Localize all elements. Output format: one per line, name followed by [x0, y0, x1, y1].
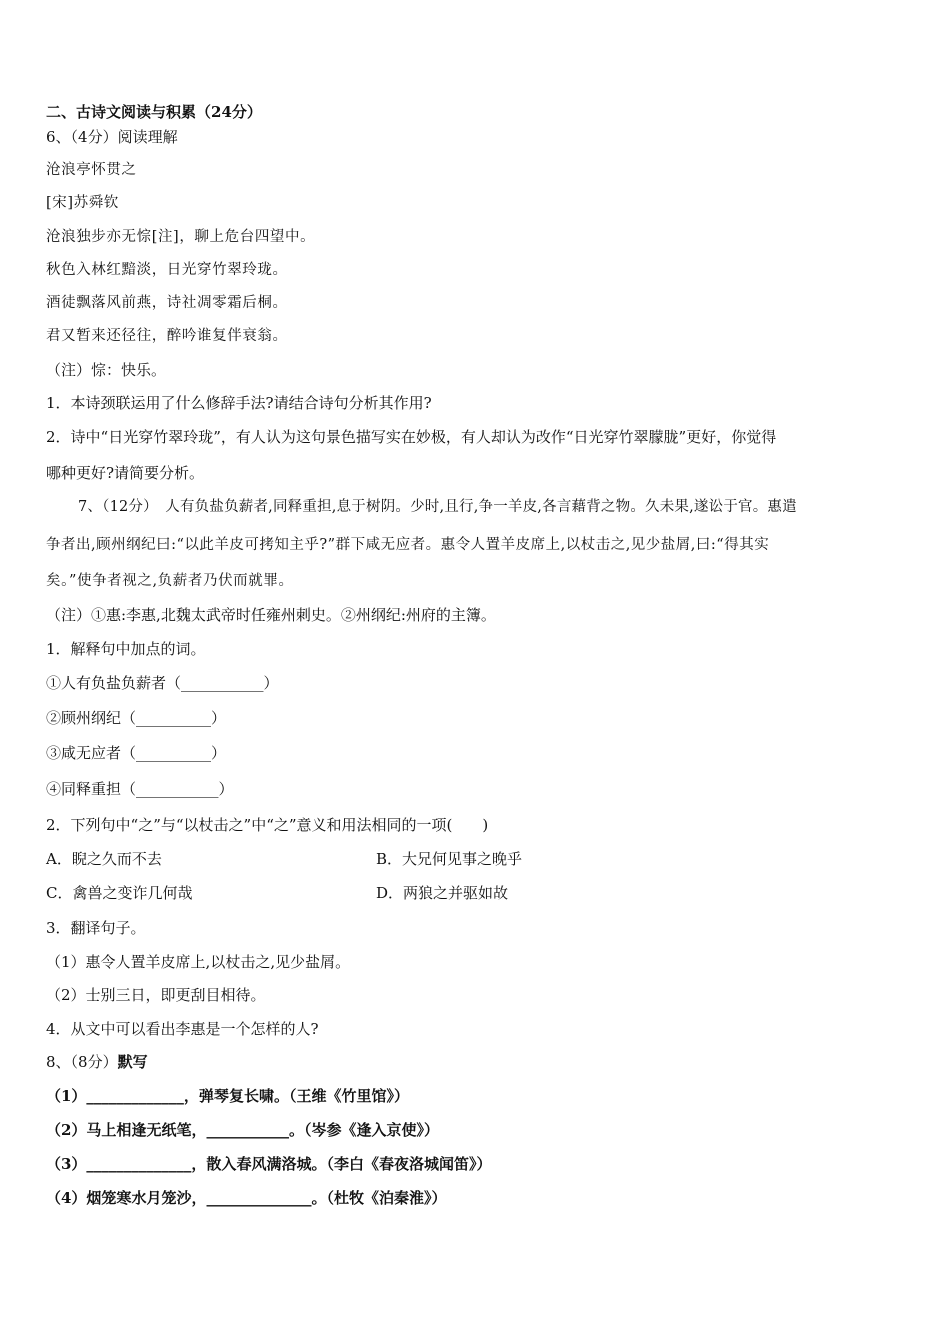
q7-note: （注）①惠:李惠,北魏太武帝时任雍州刺史。②州纲纪:州府的主簿。: [46, 606, 496, 624]
q7-sub-3: 3．翻译句子。: [46, 919, 146, 937]
q8-item: （1）_____________，弹琴复长啸。（王维《竹里馆》）: [46, 1087, 409, 1105]
option-c: C．禽兽之变诈几何哉: [46, 884, 193, 902]
q7-blank-item: ①人有负盐负薪者（___________）: [46, 674, 279, 692]
q7-passage-line: 争者出,顾州纲纪曰:“以此羊皮可拷知主乎?”群下咸无应者。惠令人置羊皮席上,以杖击之,见少盐屑,曰:“得其实: [46, 537, 770, 553]
q6-question-1: 1．本诗颈联运用了什么修辞手法?请结合诗句分析其作用?: [46, 394, 432, 412]
poem-title: 沧浪亭怀贯之: [46, 162, 137, 178]
section-title: 二、古诗文阅读与积累（24分）: [46, 103, 262, 121]
q7-sub-4: 4．从文中可以看出李惠是一个怎样的人?: [46, 1020, 319, 1038]
poem-line: 秋色入林红黯淡，日光穿竹翠玲珑。: [46, 262, 288, 278]
q8-item: （4）烟笼寒水月笼沙，______________。（杜牧《泊秦淮》）: [46, 1189, 447, 1207]
poem-author: [宋]苏舜钦: [46, 195, 119, 211]
option-b: B．大兄何见事之晚乎: [376, 850, 523, 868]
q7-sub-2: 2．下列句中“之”与“以杖击之”中“之”意义和用法相同的一项( ): [46, 816, 489, 834]
poem-line: 酒徒飘落风前燕，诗社凋零霜后桐。: [46, 295, 288, 311]
poem-line: 君又暂来还径往，醉吟谁复伴衰翁。: [46, 328, 288, 344]
poem-note: （注）悰：快乐。: [46, 361, 167, 379]
q7-blank-item: ②顾州纲纪（__________）: [46, 709, 227, 727]
q8-item: （3）______________，散入春风满洛城。（李白《春夜洛城闻笛》）: [46, 1155, 492, 1173]
q7-blank-item: ③咸无应者（__________）: [46, 744, 227, 762]
q8-header-prefix: 8、（8分）: [46, 1053, 118, 1071]
translate-1: （1）惠令人置羊皮席上,以杖击之,见少盐屑。: [46, 953, 351, 971]
q8-item: （2）马上相逢无纸笔，___________。（岑参《逢入京使》）: [46, 1121, 439, 1139]
q8-header-title: 默写: [117, 1053, 148, 1071]
q6-header: 6、（4分）阅读理解: [46, 128, 178, 146]
q7-blank-item: ④同释重担（___________）: [46, 780, 234, 798]
q7-passage-line: 矣。”使争者视之,负薪者乃伏而就罪。: [46, 573, 294, 589]
q7-sub-1: 1．解释句中加点的词。: [46, 640, 206, 658]
option-a: A．睨之久而不去: [46, 850, 162, 868]
q7-passage-line: 7、（12分） 人有负盐负薪者,同释重担,息于树阴。少时,且行,争一羊皮,各言藉背之物。久未果,遂讼于官。惠遣: [78, 499, 797, 515]
poem-line: 沧浪独步亦无悰[注]，聊上危台四望中。: [46, 229, 316, 245]
q8-header: [46, 1052, 148, 1072]
translate-2: （2）士别三日，即更刮目相待。: [46, 986, 266, 1004]
option-d: D．两狼之并驱如故: [376, 884, 509, 902]
q6-question-2: 2．诗中“日光穿竹翠玲珑”，有人认为这句景色描写实在妙极，有人却认为改作“日光穿竹翠朦胧”更好，你觉得: [46, 428, 777, 446]
q6-question-2-cont: 哪种更好?请简要分析。: [46, 464, 205, 482]
